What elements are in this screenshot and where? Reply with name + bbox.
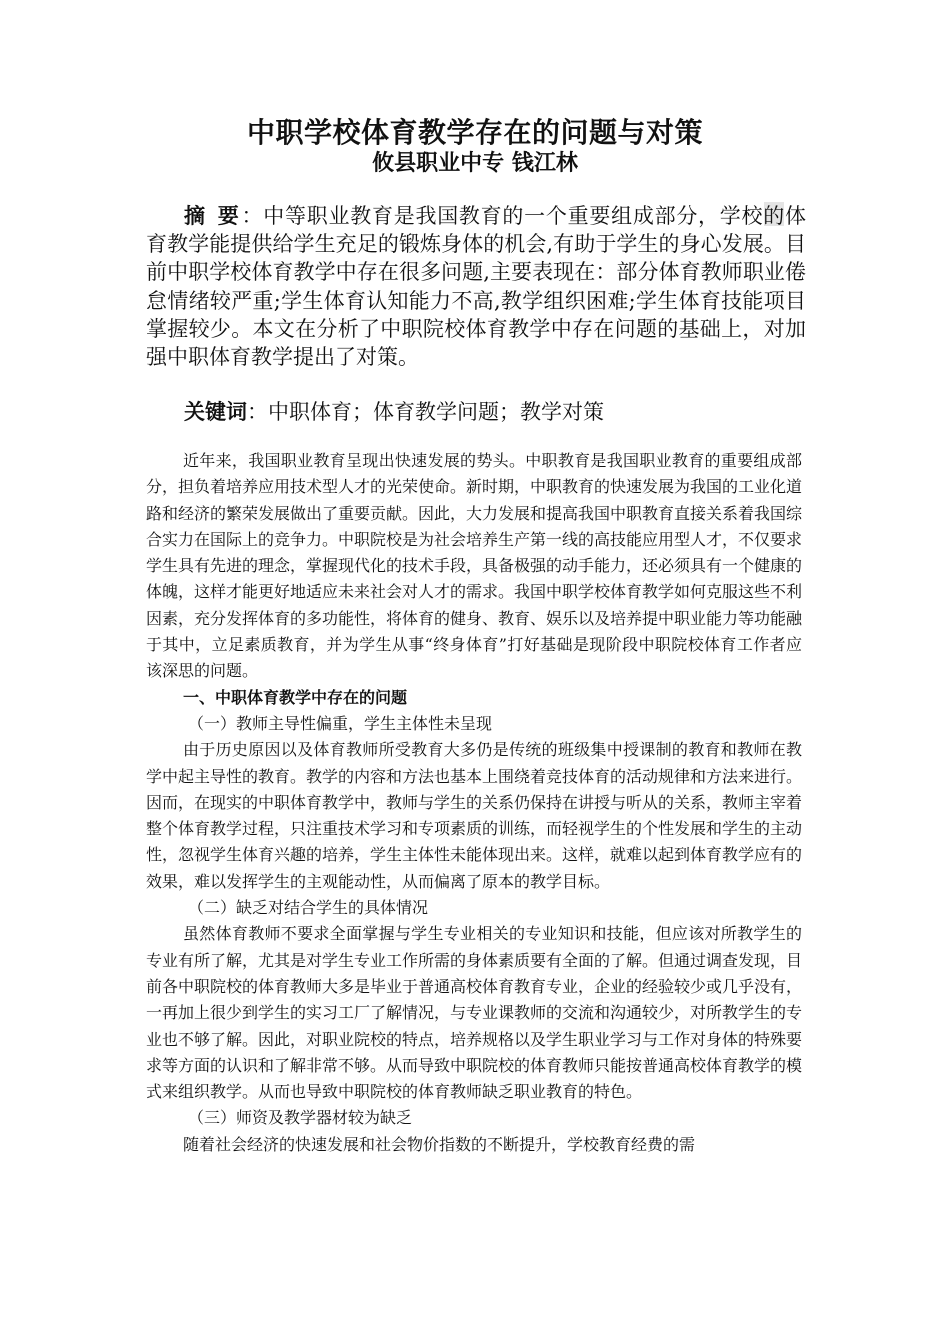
section-heading: 一、中职体育教学中存在的问题 bbox=[183, 687, 408, 707]
subsection-heading: （一）教师主导性偏重，学生主体性未呈现 bbox=[188, 713, 493, 733]
body-paragraph: 虽然体育教师不要求全面掌握与学生专业相关的专业知识和技能，但应该对所教学生的专业有所了解，尤其是对学生专业工作所需的身体素质要有全面的了解。但通过调查发现，目前各中职院校的体育教师大多是毕业于普通高校体育教育专业，企业的经验较少或几乎没有，一再加上很少到学生的实习工厂了解情况，与专业课教师的交流和沟通较少，对所教学生的专业也不够了解。因此，对职业院校的特点，培养规格以及学生职业学习与工作对身体的特殊要求等方面的认识和了解非常不够。从而导致中职院校的体育教师只能按普通高校体育教学的模式来组织教学。从而也导致中职院校的体育教师缺乏职业教育的特色。 bbox=[146, 924, 803, 1102]
body-text bbox=[146, 448, 802, 1158]
body-paragraph: 随着社会经济的快速发展和社会物价指数的不断提升，学校教育经费的需 bbox=[183, 1134, 696, 1154]
intro-paragraph: 近年来，我国职业教育呈现出快速发展的势头。中职教育是我国职业教育的重要组成部分，担负着培养应用技术型人才的光荣使命。新时期，中职教育的快速发展为我国的工业化道路和经济的繁荣发展做出了重要贡献。因此，大力发展和提高我国中职教育直接关系着我国综合实力在国际上的竞争力。中职院校是为社会培养生产第一线的高技能应用型人才，不仅要求学生具有先进的理念，掌握现代化的技术手段，具备极强的动手能力，还必须具有一个健康的体魄，这样才能更好地适应未来社会对人才的需求。我国中职学校体育教学如何克服这些不利因素，充分发挥体育的多功能性，将体育的健身、教育、娱乐以及培养提中职业能力等功能融于其中，立足素质教育，并为学生从事“终身体育”打好基础是现阶段中职院校体育工作者应该深思的问题。 bbox=[146, 451, 803, 681]
abstract-label: 摘 要 bbox=[184, 204, 242, 228]
document-author: 攸县职业中专 钱江林 bbox=[372, 151, 578, 176]
body-paragraph: 由于历史原因以及体育教师所受教育大多仍是传统的班级集中授课制的教育和教师在教学中起主导性的教育。教学的内容和方法也基本上围绕着竞技体育的活动规律和方法来进行。因而，在现实的中职体育教学中，教师与学生的关系仍保持在讲授与听从的关系，教师主宰着整个体育教学过程，只注重技术学习和专项素质的训练，而轻视学生的个性发展和学生的主动性，忽视学生体育兴趣的培养，学生主体性未能体现出来。这样，就难以起到体育教学应有的效果，难以发挥学生的主观能动性，从而偏离了原本的教学目标。 bbox=[146, 740, 803, 891]
subsection-heading: （三）师资及教学器材较为缺乏 bbox=[188, 1108, 413, 1128]
keywords-label: 关键词 bbox=[184, 400, 247, 424]
keywords-paragraph bbox=[146, 398, 806, 426]
keywords-text: 中职体育；体育教学问题；教学对策 bbox=[268, 400, 604, 424]
subsection-heading: （二）缺乏对结合学生的具体情况 bbox=[188, 898, 429, 918]
abstract-colon: ： bbox=[241, 204, 264, 228]
keywords-colon: ： bbox=[247, 400, 268, 424]
abstract-text: 中等职业教育是我国教育的一个重要组成部分，学校的体育教学能提供给学生充足的锻炼身体的机会,有助于学生的身心发展。目前中职学校体育教学中存在很多问题,主要表现在：部分体育教师职业倦怠情绪较严重;学生体育认知能力不高,教学组织困难;学生体育技能项目掌握较少。本文在分析了中职院校体育教学中存在问题的基础上，对加强中职体育教学提出了对策。 bbox=[146, 204, 807, 370]
document-title: 中职学校体育教学存在的问题与对策 bbox=[246, 116, 703, 149]
abstract-paragraph bbox=[146, 202, 806, 371]
